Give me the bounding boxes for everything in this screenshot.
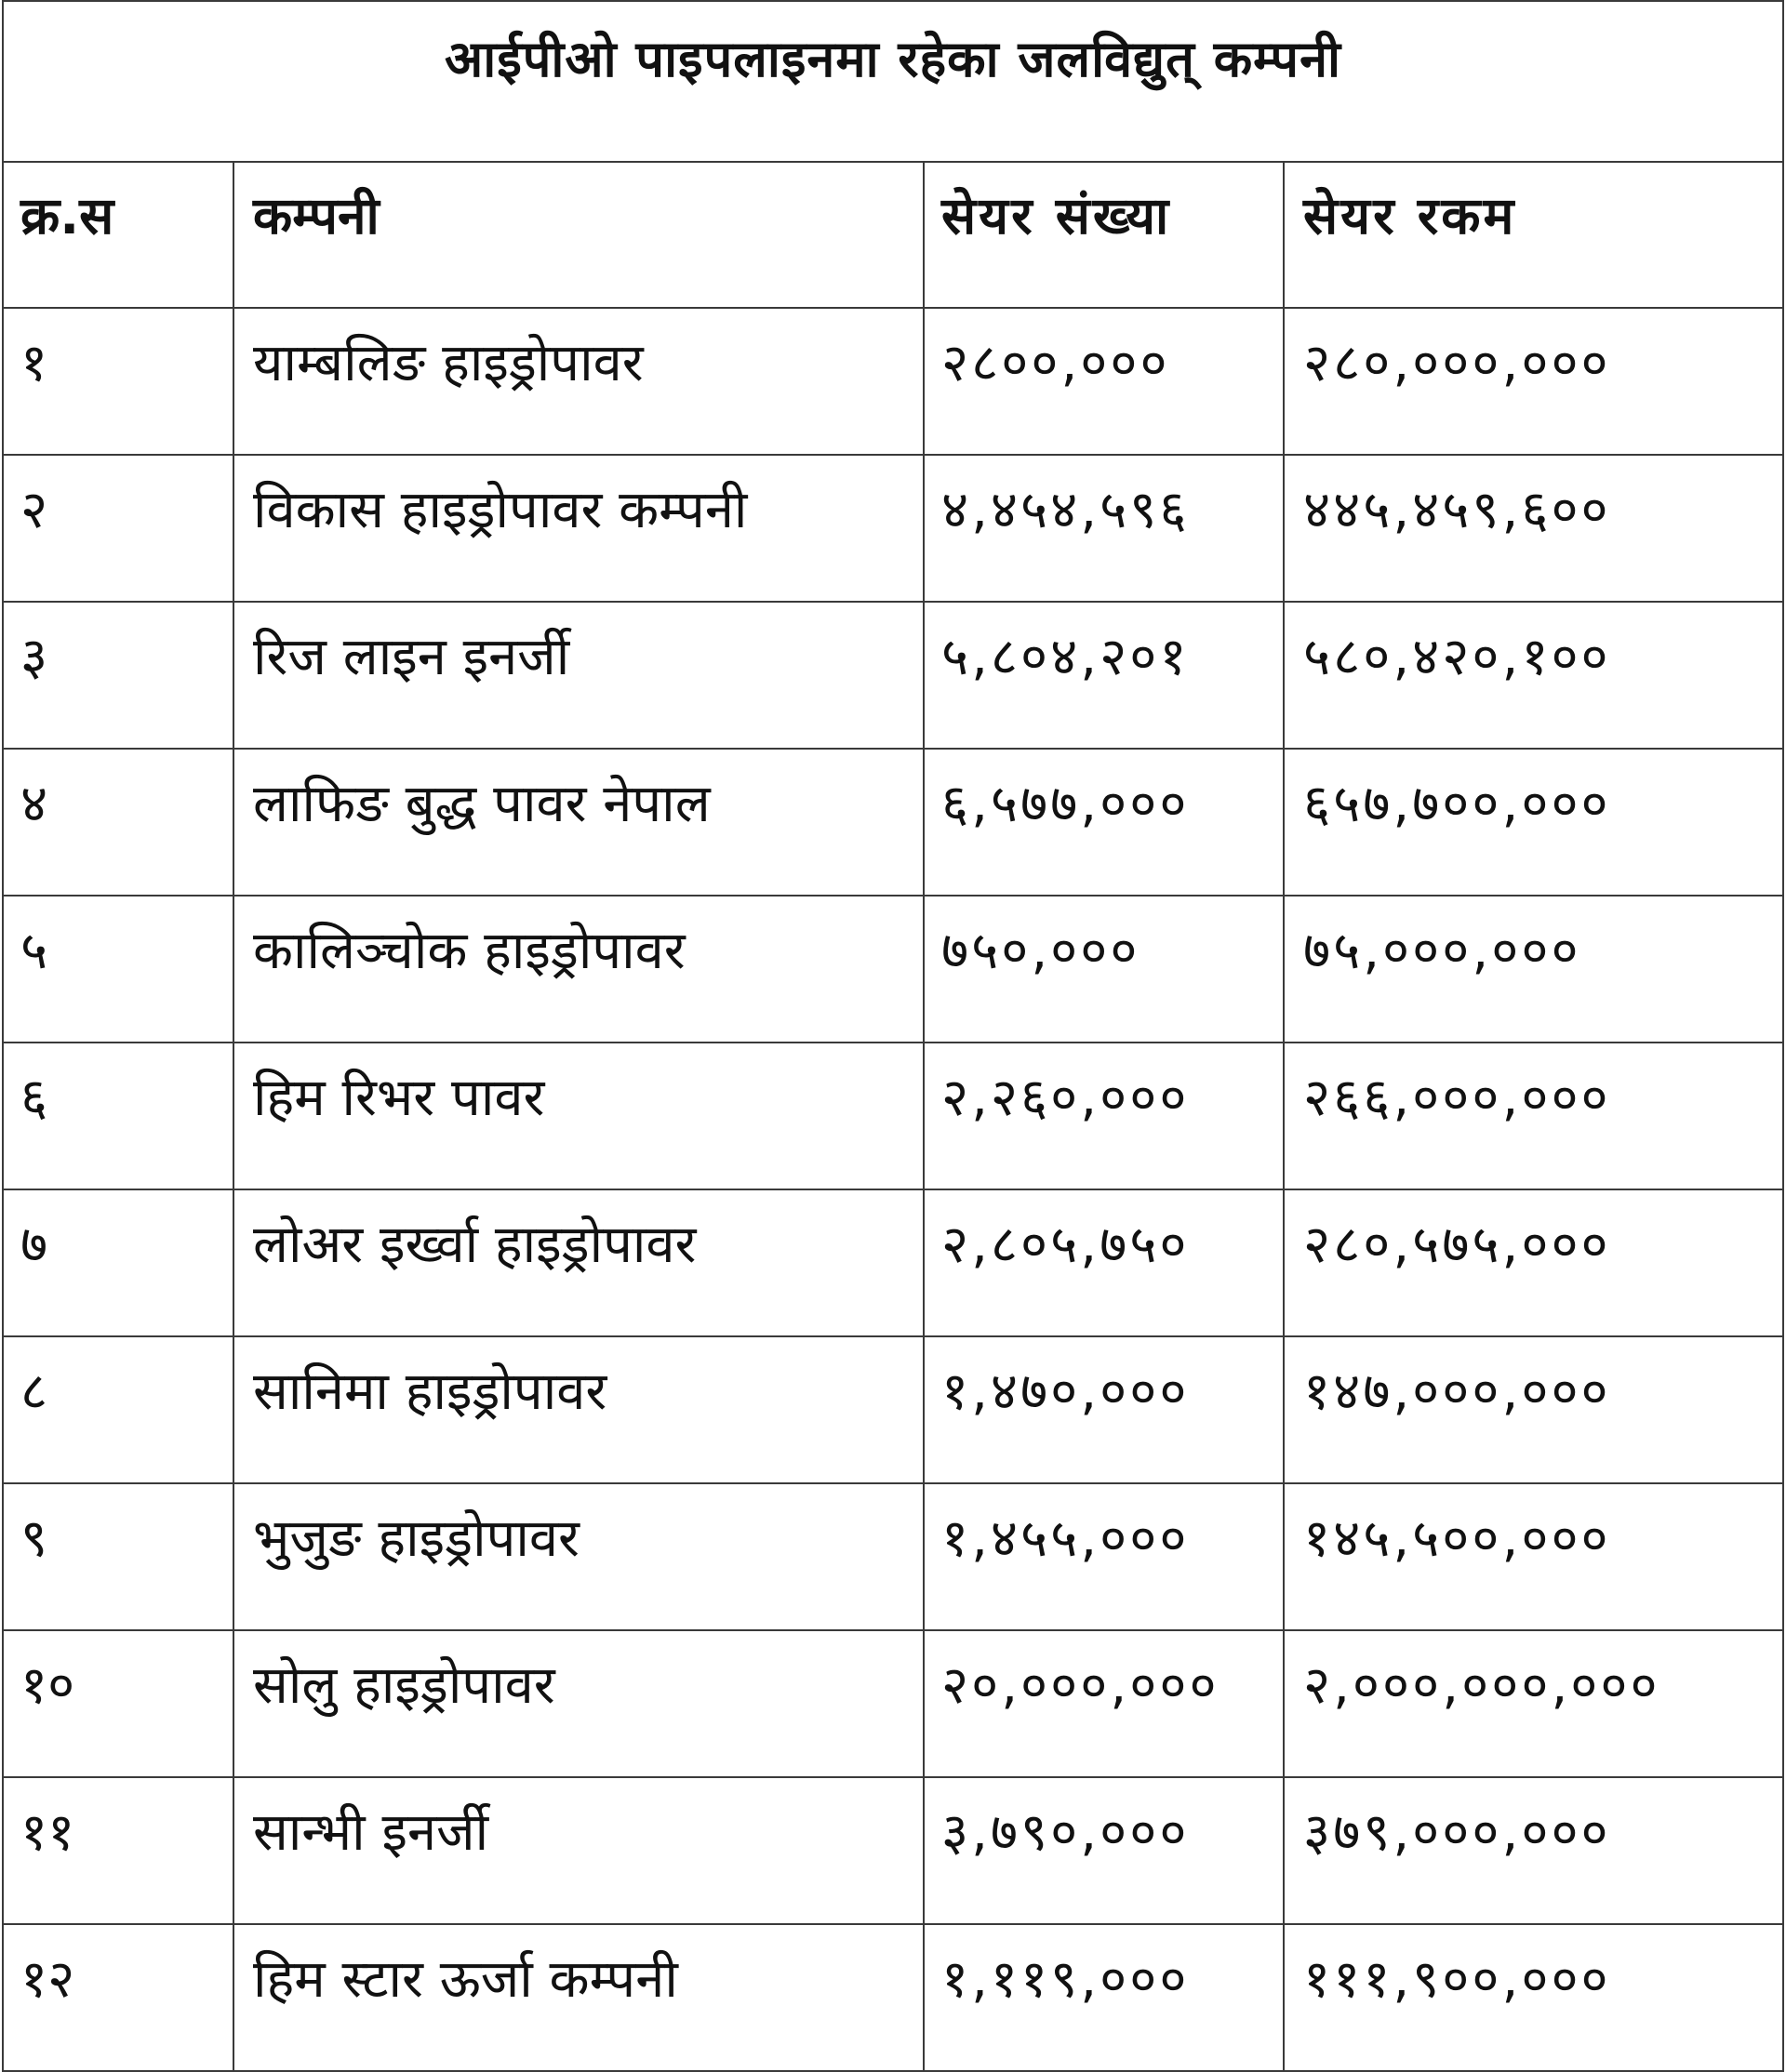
cell-sn: [3, 1630, 233, 1777]
sn-value: ५: [20, 921, 48, 981]
share-amount-value: १४५,५००,०००: [1303, 1508, 1611, 1569]
company-name: भुजुङ हाइड्रोपावर: [253, 1508, 580, 1569]
header-share-units-label: सेयर संख्या: [941, 186, 1172, 246]
share-units-value: ४,४५४,५९६: [941, 480, 1190, 540]
cell-sn: [3, 1043, 233, 1189]
cell-share-units: [924, 455, 1284, 602]
share-units-value: १,११९,०००: [941, 1949, 1190, 2010]
share-amount-value: २६६,०००,०००: [1303, 1068, 1611, 1128]
cell-share-amount: [1284, 896, 1783, 1043]
table-row: [3, 1336, 1783, 1483]
share-amount-value: २८०,५७५,०००: [1303, 1215, 1611, 1275]
company-name: रिज लाइन इनर्जी: [253, 627, 570, 687]
company-name: लाफिङ बुद्ध पावर नेपाल: [253, 774, 711, 834]
sn-value: १: [20, 333, 48, 393]
sn-value: ६: [20, 1068, 48, 1128]
cell-company: [233, 1777, 924, 1924]
cell-sn: [3, 1189, 233, 1336]
share-units-value: २८००,०००: [941, 333, 1170, 393]
table-row: [3, 1630, 1783, 1777]
share-units-value: ६,५७७,०००: [941, 774, 1190, 834]
share-amount-value: ६५७,७००,०००: [1303, 774, 1611, 834]
table-row: [3, 1043, 1783, 1189]
table-row: [3, 602, 1783, 749]
cell-sn: [3, 896, 233, 1043]
share-units-value: २,८०५,७५०: [941, 1215, 1190, 1275]
header-share-amount: [1284, 162, 1783, 308]
cell-company: [233, 308, 924, 455]
share-units-value: १,४७०,०००: [941, 1361, 1190, 1422]
cell-share-units: [924, 602, 1284, 749]
sn-value: ७: [20, 1215, 48, 1275]
cell-share-units: [924, 308, 1284, 455]
cell-sn: [3, 1777, 233, 1924]
cell-share-units: [924, 1336, 1284, 1483]
share-amount-value: ७५,०००,०००: [1303, 921, 1581, 981]
header-share-amount-label: सेयर रकम: [1303, 186, 1517, 246]
share-amount-value: १४७,०००,०००: [1303, 1361, 1611, 1422]
table-row: [3, 1924, 1783, 2071]
table-row: [3, 896, 1783, 1043]
sn-value: ३: [20, 627, 48, 687]
cell-company: [233, 749, 924, 896]
header-share-units: [924, 162, 1284, 308]
company-name: हिम स्टार ऊर्जा कम्पनी: [253, 1949, 678, 2010]
share-amount-value: २८०,०००,०००: [1303, 333, 1611, 393]
share-units-value: २०,०००,०००: [941, 1655, 1220, 1716]
cell-share-units: [924, 749, 1284, 896]
company-name: हिम रिभर पावर: [253, 1068, 545, 1128]
cell-sn: [3, 1483, 233, 1630]
header-sn: [3, 162, 233, 308]
cell-share-amount: [1284, 1043, 1783, 1189]
header-row: [3, 162, 1783, 308]
cell-share-units: [924, 1924, 1284, 2071]
cell-share-amount: [1284, 1483, 1783, 1630]
cell-company: [233, 896, 924, 1043]
cell-share-units: [924, 1483, 1284, 1630]
sn-value: १०: [20, 1655, 75, 1716]
cell-share-amount: [1284, 1630, 1783, 1777]
share-amount-value: ३७९,०००,०००: [1303, 1802, 1611, 1863]
cell-sn: [3, 1924, 233, 2071]
cell-sn: [3, 1336, 233, 1483]
share-units-value: १,४५५,०००: [941, 1508, 1190, 1569]
cell-share-units: [924, 1189, 1284, 1336]
table-row: [3, 308, 1783, 455]
cell-share-units: [924, 1630, 1284, 1777]
cell-company: [233, 1483, 924, 1630]
sn-value: ४: [20, 774, 48, 834]
cell-sn: [3, 602, 233, 749]
cell-sn: [3, 308, 233, 455]
cell-share-amount: [1284, 1777, 1783, 1924]
table-row: [3, 1189, 1783, 1336]
header-company-label: कम्पनी: [253, 186, 380, 246]
cell-company: [233, 1924, 924, 2071]
share-amount-value: १११,९००,०००: [1303, 1949, 1611, 2010]
share-amount-value: ५८०,४२०,१००: [1303, 627, 1611, 687]
cell-share-units: [924, 1043, 1284, 1189]
table-row: [3, 455, 1783, 602]
share-amount-value: २,०००,०००,०००: [1303, 1655, 1660, 1716]
sn-value: १२: [20, 1949, 75, 2010]
company-name: सानिमा हाइड्रोपावर: [253, 1361, 607, 1422]
sn-value: ९: [20, 1508, 48, 1569]
cell-share-amount: [1284, 749, 1783, 896]
table-row: [3, 749, 1783, 896]
cell-sn: [3, 455, 233, 602]
cell-share-amount: [1284, 1336, 1783, 1483]
company-name: सान्भी इनर्जी: [253, 1802, 489, 1863]
table-row: [3, 1483, 1783, 1630]
cell-share-amount: [1284, 308, 1783, 455]
cell-company: [233, 1189, 924, 1336]
share-units-value: ३,७९०,०००: [941, 1802, 1190, 1863]
table-title-cell: [3, 1, 1783, 162]
cell-company: [233, 1043, 924, 1189]
cell-share-units: [924, 896, 1284, 1043]
company-name: याम्बलिङ हाइड्रोपावर: [253, 333, 644, 393]
table-row: [3, 1777, 1783, 1924]
cell-company: [233, 1630, 924, 1777]
cell-share-units: [924, 1777, 1284, 1924]
company-name: कालिञ्चोक हाइड्रोपावर: [253, 921, 686, 981]
cell-share-amount: [1284, 455, 1783, 602]
cell-company: [233, 1336, 924, 1483]
cell-share-amount: [1284, 602, 1783, 749]
cell-share-amount: [1284, 1189, 1783, 1336]
share-units-value: ५,८०४,२०१: [941, 627, 1190, 687]
company-name: सोलु हाइड्रोपावर: [253, 1655, 555, 1716]
header-company: [233, 162, 924, 308]
ipo-pipeline-table: [2, 0, 1784, 2072]
share-units-value: ७५०,०००: [941, 921, 1140, 981]
table-title: आईपीओ पाइपलाइनमा रहेका जलविद्युत् कम्पनी: [445, 30, 1342, 88]
sn-value: २: [20, 480, 48, 540]
header-sn-label: क्र.स: [20, 186, 114, 246]
cell-share-amount: [1284, 1924, 1783, 2071]
share-amount-value: ४४५,४५९,६००: [1303, 480, 1611, 540]
sn-value: ८: [20, 1361, 48, 1422]
cell-company: [233, 602, 924, 749]
cell-company: [233, 455, 924, 602]
company-name: विकास हाइड्रोपावर कम्पनी: [253, 480, 748, 540]
title-row: [3, 1, 1783, 162]
cell-sn: [3, 749, 233, 896]
sn-value: ११: [20, 1802, 75, 1863]
share-units-value: २,२६०,०००: [941, 1068, 1190, 1128]
company-name: लोअर इर्ख्वा हाइड्रोपावर: [253, 1215, 697, 1275]
